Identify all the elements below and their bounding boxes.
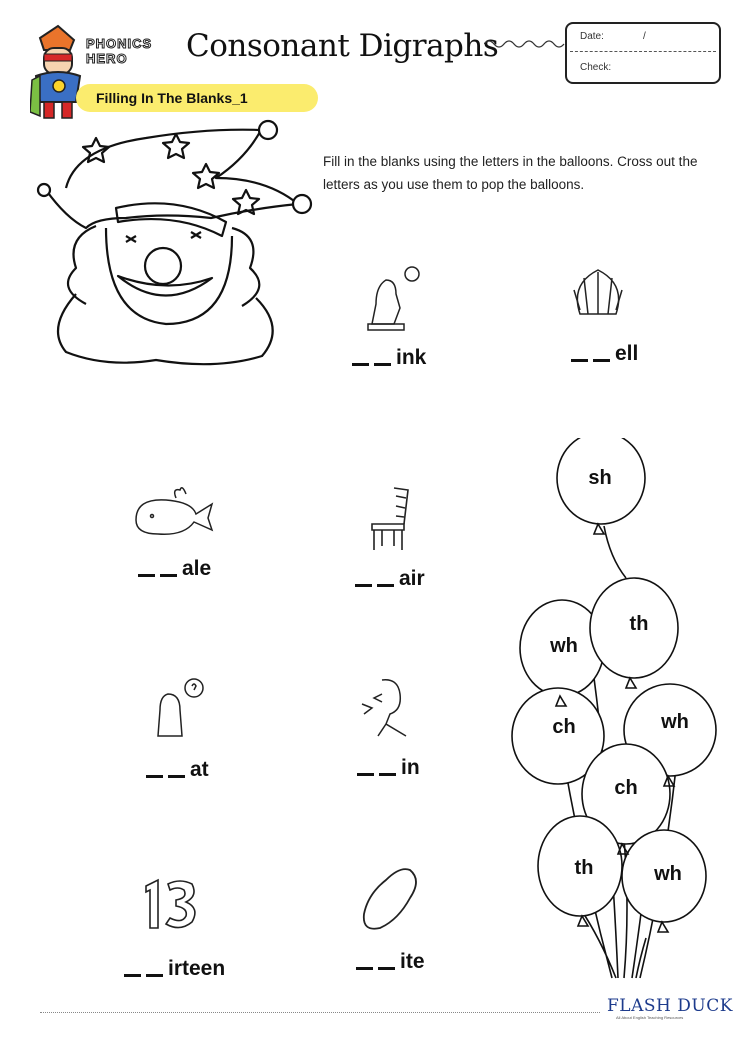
balloon-label[interactable]: wh	[661, 711, 689, 733]
word-ell: ell	[571, 342, 638, 366]
confused-person-icon	[154, 676, 206, 740]
page-subtitle: Filling In The Blanks_1	[96, 90, 248, 106]
balloon-label[interactable]: wh	[654, 863, 682, 885]
chair-icon	[368, 484, 412, 552]
date-divider	[570, 51, 716, 52]
squiggle-divider-icon	[484, 36, 566, 52]
balloon-label[interactable]: ch	[614, 777, 638, 799]
number-13-icon	[140, 876, 204, 932]
word-air: air	[355, 567, 425, 591]
brand-logo-line2: HERO	[86, 51, 128, 66]
chin-icon	[358, 674, 410, 740]
balloon-label[interactable]: th	[574, 857, 594, 879]
check-label: Check:	[580, 62, 612, 73]
word-in: in	[357, 756, 420, 780]
instructions-text: Fill in the blanks using the letters in the balloons. Cross out the letters as you use them to pop the balloons.	[323, 154, 698, 192]
flashduck-tagline: All About English Teaching Resources	[616, 1015, 684, 1020]
date-label: Date:	[580, 31, 604, 42]
word-ale: ale	[138, 557, 211, 581]
footer-divider	[40, 1012, 600, 1013]
date-slash: /	[643, 31, 646, 42]
brand-logo-line1: PHONICS	[86, 36, 153, 51]
word-ite: ite	[356, 950, 425, 974]
balloon-label[interactable]: sh	[588, 467, 612, 489]
page-title: Consonant Digraphs	[186, 28, 499, 64]
balloon-label[interactable]: wh	[550, 635, 578, 657]
white-blob-icon	[360, 864, 424, 934]
jester-clown-icon	[36, 118, 316, 380]
flashduck-logo: FLASH DUCK	[607, 996, 733, 1016]
balloon-label[interactable]: th	[629, 613, 649, 635]
word-ink: ink	[352, 346, 426, 370]
word-irteen: irteen	[124, 957, 225, 981]
word-at: at	[146, 758, 209, 782]
thinker-statue-icon	[366, 264, 426, 332]
whale-icon	[132, 484, 216, 540]
shell-icon	[570, 264, 626, 324]
balloon-label[interactable]: ch	[552, 716, 576, 738]
